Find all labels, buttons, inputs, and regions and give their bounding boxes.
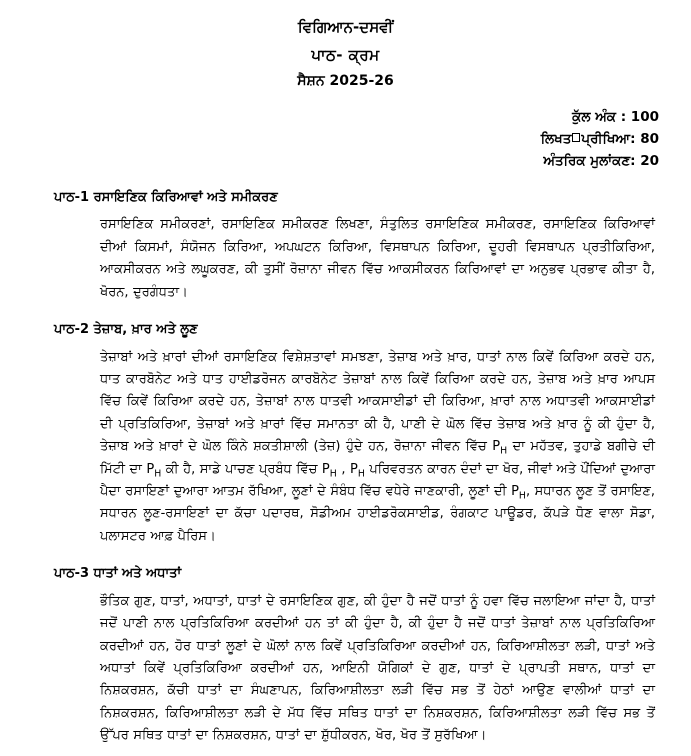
document-subtitle: ਪਾਠ- ਕ੍ਰਮ (311, 45, 380, 64)
chapter-body-3: ਭੌਤਿਕ ਗੁਣ, ਧਾਤਾਂ, ਅਧਾਤਾਂ, ਧਾਤਾਂ ਦੇ ਰਸਾਇਣਿਕ ਗੁਣ, ਕੀ ਹੁੰਦਾ ਹੈ ਜਦੋਂ ਧਾਤਾਂ ਨੂੰ ਹਵਾ ਵਿੱਚ ਜਲਾਇਆ ਜਾਂਦਾ ਹੈ, ਧਾਤਾਂ ਜਦੋਂ ਪਾਣੀ ਨਾਲ ਪ੍ਰਤਿਕਿਰਿਆ ਕਰਦੀਆਂ ਹਨ ਤਾਂ ਕੀ ਹੁੰਦਾ ਹੈ, ਕੀ ਹੁੰਦਾ ਹੈ ਜਦੋਂ ਧਾਤਾਂ ਤੇਜ਼ਾਬਾਂ ਨਾਲ ਪ੍ਰਤਿਕਿਰਿਆ ਕਰਦੀਆਂ ਹਨ, ਹੋਰ ਧਾਤਾਂ ਲੂਣਾਂ ਦੇ ਘੋਲਾਂ ਨਾਲ ਕਿਵੇਂ ਪ੍ਰਤਿਕਿਰਿਆ ਕਰਦੀਆਂ ਹਨ, ਕਿਰਿਆਸ਼ੀਲਤਾ ਲੜੀ, ਧਾਤਾਂ ਅਤੇ ਅਧਾਤਾਂ ਕਿਵੇਂ ਪ੍ਰਤਿਕਿਰਿਆ ਕਰਦੀਆਂ ਹਨ, ਆਇਨੀ ਯੋਗਿਕਾਂ ਦੇ ਗੁਣ, ਧਾਤਾਂ ਦੇ ਪ੍ਰਾਪਤੀ ਸਥਾਨ, ਧਾਤਾਂ ਦਾ ਨਿਸ਼ਕਰਸ਼ਨ, ਕੱਚੀ ਧਾਤਾਂ ਦਾ ਸੰਘਣਾਪਨ, ਕਿਰਿਆਸ਼ੀਲਤਾ ਲੜੀ ਵਿੱਚ ਸਭ ਤੋਂ ਹੇਠਾਂ ਆਉਣ ਵਾਲੀਆਂ ਧਾਤਾਂ ਦਾ ਨਿਸ਼ਕਰਸ਼ਨ, ਕਿਰਿਆਸ਼ੀਲਤਾ ਲੜੀ ਦੇ ਮੱਧ ਵਿੱਚ ਸਥਿਤ ਧਾਤਾਂ ਦਾ ਨਿਸ਼ਕਰਸ਼ਨ, ਕਿਰਿਆਸ਼ੀਲਤਾ ਲੜੀ ਵਿੱਚ ਸਭ ਤੋਂ ਉੱਪਰ ਸਥਿਤ ਧਾਤਾਂ ਦਾ ਨਿਸ਼ਕਰਸ਼ਨ, ਧਾਤਾਂ ਦਾ ਸ਼ੁੱਧੀਕਰਨ, ਖੋਰ, ਖੋਰ ਤੋਂ ਸੁਰੱਖਿਆ। (100, 593, 655, 743)
ph-symbol-3 (321, 461, 337, 480)
chapter-heading-2: ਪਾਠ-2 ਤੇਜ਼ਾਬ, ਖ਼ਾਰ ਅਤੇ ਲੂਣ (54, 321, 198, 337)
document-header (26, 16, 665, 92)
chapter-2-text-segment-1: ਤੇਜ਼ਾਬਾਂ ਅਤੇ ਖ਼ਾਰਾਂ ਦੀਆਂ ਰਸਾਇਣਿਕ ਵਿਸ਼ੇਸ਼ਤਾਵਾਂ ਸਮਝਣਾ, ਤੇਜ਼ਾਬ ਅਤੇ ਖ਼ਾਰ, ਧਾਤਾਂ ਨਾਲ ਕਿਵੇਂ ਕਿਰਿਆ ਕਰਦੇ ਹਨ, ਧਾਤ ਕਾਰਬੋਨੇਟ ਅਤੇ ਧਾਤ ਹਾਈਡਰੋਜਨ ਕਾਰਬੋਨੇਟ ਤੇਜ਼ਾਬਾਂ ਨਾਲ ਕਿਵੇਂ ਕਿਰਿਆ ਕਰਦੇ ਹਨ, ਤੇਜ਼ਾਬ ਅਤੇ ਖ਼ਾਰ ਆਪਸ ਵਿੱਚ ਕਿਵੇਂ ਕਿਰਿਆ ਕਰਦੇ ਹਨ, ਤੇਜ਼ਾਬਾਂ ਨਾਲ ਧਾਤਵੀ ਆਕਸਾਈਡਾਂ ਦੀ ਕਿਰਿਆ, ਖ਼ਾਰਾਂ ਨਾਲ ਅਧਾਤਵੀ ਆਕਸਾਈਡਾਂ ਦੀ ਪ੍ਰਤਿਕਿਰਿਆ, ਤੇਜ਼ਾਬਾਂ ਅਤੇ ਖ਼ਾਰਾਂ ਵਿੱਚ ਸਮਾਨਤਾ ਕੀ ਹੈ, ਪਾਣੀ ਦੇ ਘੋਲ ਵਿੱਚ ਤੇਜ਼ਾਬ ਅਤੇ ਖ਼ਾਰ ਨੂੰ ਕੀ ਹੁੰਦਾ ਹੈ, ਤੇਜ਼ਾਬ ਅਤੇ ਖ਼ਾਰਾਂ ਦੇ ਘੋਲ ਕਿੰਨੇ ਸ਼ਕਤੀਸ਼ਾਲੀ (ਤੇਜ਼) ਹੁੰਦੇ ਹਨ, ਰੋਜ਼ਾਨਾ ਜੀਵਨ ਵਿੱਚ (100, 349, 655, 455)
chapter-section-3 (26, 565, 665, 747)
written-exam-marks-row (26, 129, 659, 151)
chapter-heading-1: ਪਾਠ-1 ਰਸਾਇਣਿਕ ਕਿਰਿਆਵਾਂ ਅਤੇ ਸਮੀਕਰਣ (54, 189, 278, 205)
written-exam-label-part2: ਪ੍ਰੀਖਿਆ: 80 (581, 130, 659, 147)
chapter-body-1: ਰਸਾਇਣਿਕ ਸਮੀਕਰਣਾਂ, ਰਸਾਇਣਿਕ ਸਮੀਕਰਣ ਲਿਖਣਾ, ਸੰਤੁਲਿਤ ਰਸਾਇਣਿਕ ਸਮੀਕਰਣ, ਰਸਾਇਣਿਕ ਕਿਰਿਆਵਾਂ ਦੀਆਂ ਕਿਸਮਾਂ, ਸੰਯੋਜਨ ਕਿਰਿਆ, ਅਪਘਟਨ ਕਿਰਿਆ, ਵਿਸਥਾਪਨ ਕਿਰਿਆ, ਦੂਹਰੀ ਵਿਸਥਾਪਨ ਪ੍ਰਤੀਕਿਰਿਆ, ਆਕਸੀਕਰਨ ਅਤੇ ਲਘੂਕਰਣ, ਕੀ ਤੁਸੀਂ ਰੋਜ਼ਾਨਾ ਜੀਵਨ ਵਿੱਚ ਆਕਸੀਕਰਨ ਕਿਰਿਆਵਾਂ ਦਾ ਅਨੁਭਵ ਪ੍ਰਭਾਵ ਕੀਤਾ ਹੈ, ਖੋਰਨ, ਦੁਰਗੰਧਤਾ। (100, 217, 655, 300)
internal-assessment-marks-row: ਅੰਤਰਿਕ ਮੁਲਾਂਕਣ: 20 (543, 152, 659, 169)
chapter-2-text-segment-3: ਕੀ ਹੈ, ਸਾਡੇ ਪਾਚਣ ਪ੍ਰਬੰਧ ਵਿੱਚ (161, 461, 322, 477)
chapter-2-text-segment-4: , (336, 461, 350, 477)
chapter-2-text-segment-6: , ਸਧਾਰਨ ਲੂਣ ਤੋਂ ਰਸਾਇਣ, ਸਧਾਰਨ ਲੂਣ-ਰਸਾਇਣਾਂ ਦਾ ਕੱਚਾ ਪਦਾਰਥ, ਸੋਡੀਅਮ ਹਾਈਡਰੋਕਸਾਈਡ, ਰੰਗਕਾਟ ਪਾਊਡਰ, ਕੱਪੜੇ ਧੋਣ ਵਾਲਾ ਸੋਡਾ, ਪਲਾਸਟਰ ਆਫ਼ ਪੈਰਿਸ। (100, 483, 655, 544)
chapter-section-1 (26, 189, 665, 304)
ph-symbol-4 (350, 461, 365, 480)
ph-letter: P (321, 461, 330, 477)
ph-letter: P (492, 439, 501, 455)
ph-symbol-2 (146, 461, 162, 480)
ph-letter: P (350, 461, 358, 477)
ph-subscript: H (518, 490, 526, 502)
session-label: ਸੈਸ਼ਨ 2025-26 (297, 73, 394, 89)
page-title: ਵਿਗਿਆਨ-ਦਸਵੀਂ (297, 18, 394, 36)
ph-subscript: H (329, 468, 337, 480)
ph-symbol-1 (492, 439, 508, 457)
chapter-body-2 (26, 347, 665, 548)
ph-letter: P (146, 461, 155, 477)
chapter-section-2 (26, 321, 665, 548)
ph-symbol-5 (511, 483, 526, 502)
ph-subscript: H (154, 468, 162, 480)
missing-glyph-box (572, 133, 580, 142)
ph-letter: P (511, 483, 519, 499)
chapter-list (26, 189, 665, 748)
ph-subscript: H (500, 445, 508, 457)
ph-subscript: H (357, 468, 365, 480)
total-marks-row: ਕੁੱਲ ਅੰਕ : 100 (572, 109, 659, 125)
chapter-heading-3: ਪਾਠ-3 ਧਾਤਾਂ ਅਤੇ ਅਧਾਤਾਂ (54, 565, 182, 581)
written-exam-label-part1: ਲਿਖਤ (540, 130, 572, 147)
marks-summary (26, 107, 665, 173)
chapter-2-text-segment-2: ਦਾ ਮਹੱਤਵ, ਤੁਹਾਡੇ ਬਗੀਚੇ ਦੀ ਮਿੱਟੀ ਦਾ (100, 439, 655, 477)
chapter-2-text-segment-5: ਪਰਿਵਰਤਨ ਕਾਰਨ ਦੰਦਾਂ ਦਾ ਖੋਰ, ਜੀਵਾਂ ਅਤੇ ਪੌਂਦਿਆਂ ਦੁਆਰਾ ਪੈਦਾ ਰਸਾਇਣਾਂ ਦੁਆਰਾ ਆਤਮ ਰੱਖਿਆ, ਲੂਣਾਂ ਦੇ ਸੰਬੰਧ ਵਿੱਚ ਵਧੇਰੇ ਜਾਣਕਾਰੀ, ਲੂਣਾਂ ਦੀ (100, 461, 656, 499)
